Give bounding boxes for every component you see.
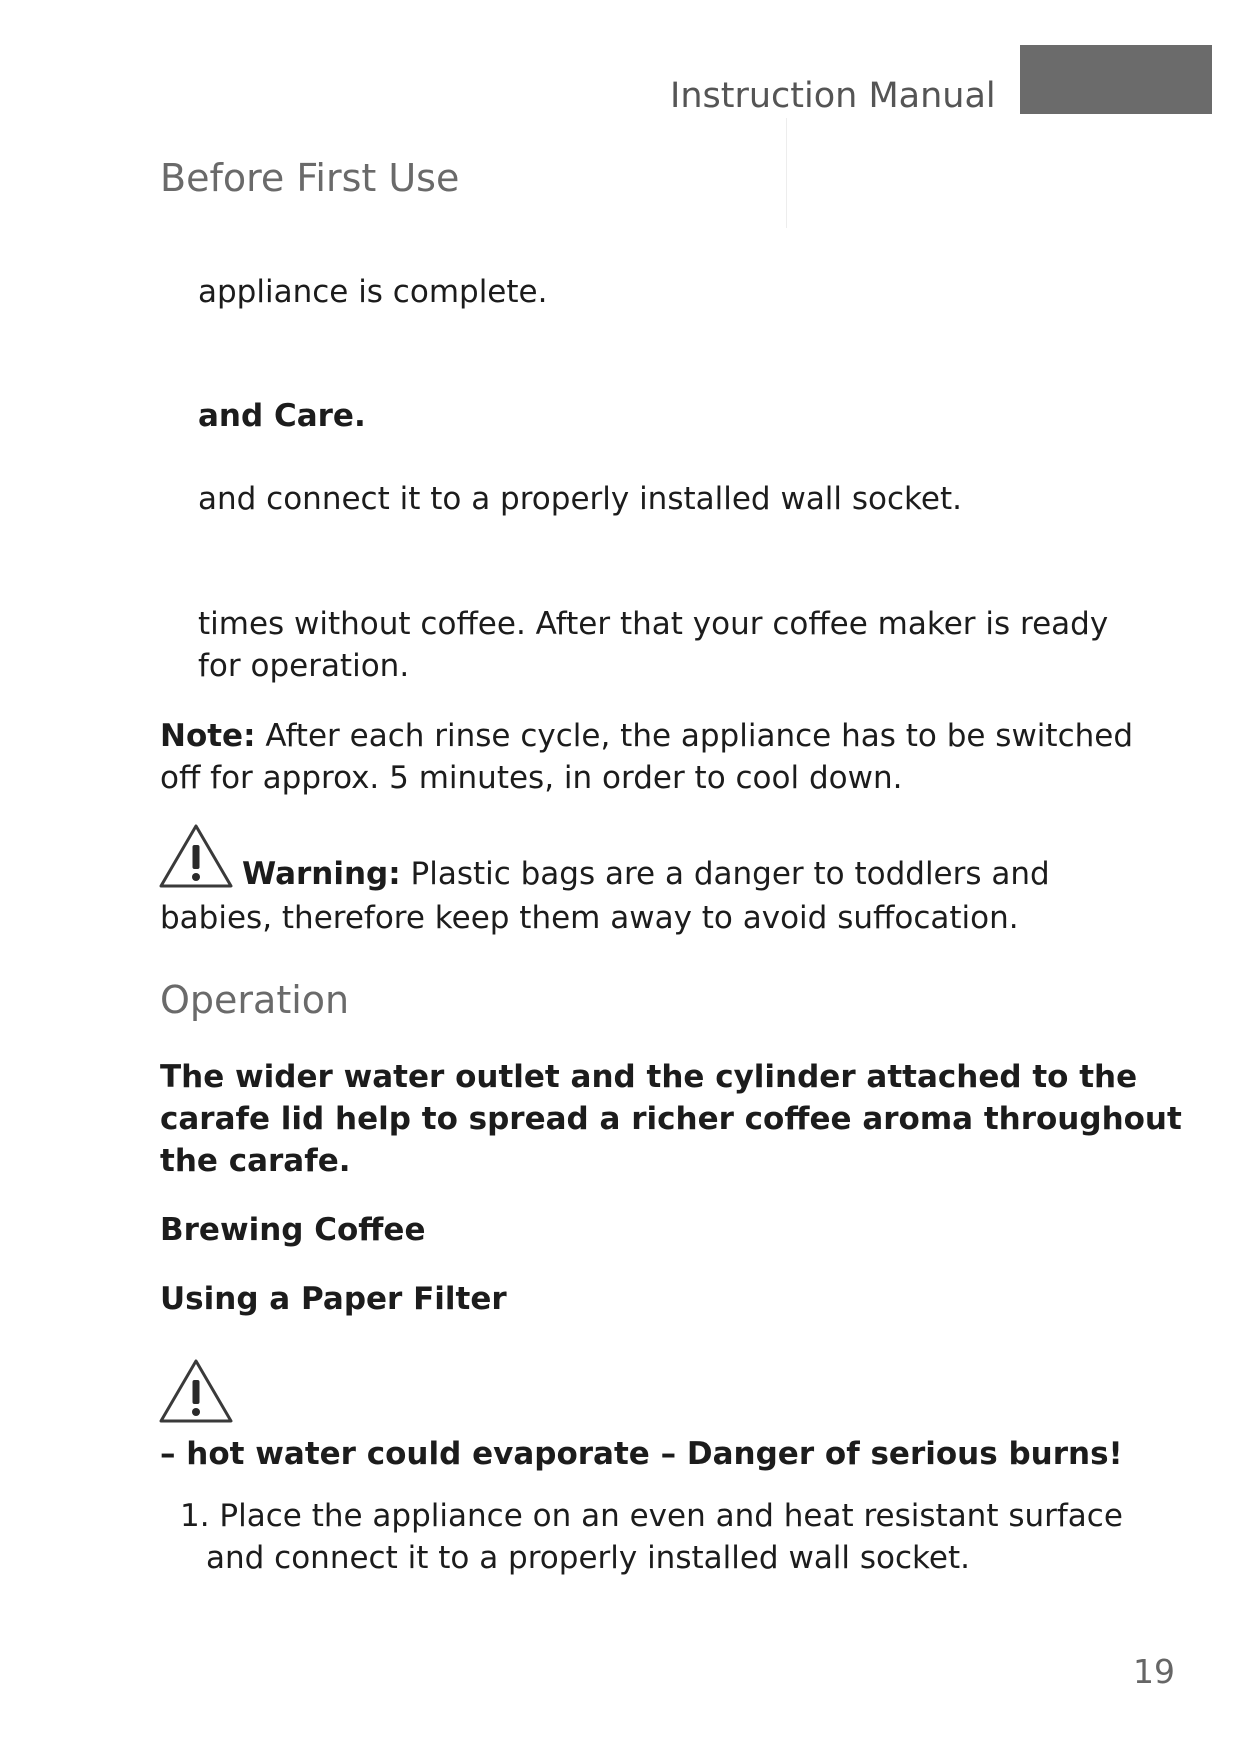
- body-text-line: and Care.: [198, 398, 366, 434]
- operation-intro-line: the carafe.: [160, 1143, 351, 1179]
- note-text: After each rinse cycle, the appliance has to be switched: [255, 718, 1134, 754]
- warning-triangle-icon: [158, 1358, 234, 1424]
- danger-warning-text: – hot water could evaporate – Danger of serious burns!: [160, 1436, 1123, 1472]
- section-heading-before-first-use: Before First Use: [160, 156, 460, 200]
- warning-text-line: babies, therefore keep them away to avoid suffocation.: [160, 900, 1019, 936]
- header-title: Instruction Manual: [670, 76, 996, 116]
- note-text-line: off for approx. 5 minutes, in order to cool down.: [160, 760, 903, 796]
- page-number: 19: [1133, 1652, 1175, 1691]
- section-heading-operation: Operation: [160, 978, 350, 1022]
- body-text-line: and connect it to a properly installed wall socket.: [198, 481, 962, 517]
- warning-triangle-icon: [158, 823, 234, 889]
- warning-paragraph: [242, 853, 1050, 895]
- warning-text: Plastic bags are a danger to toddlers and: [400, 856, 1050, 892]
- divider: [786, 118, 787, 228]
- body-text-line: appliance is complete.: [198, 274, 548, 310]
- step-1-text: 1. Place the appliance on an even and heat resistant surface: [180, 1498, 1123, 1534]
- step-1-text-continued: and connect it to a properly installed wall socket.: [206, 1540, 970, 1576]
- subheading-paper-filter: Using a Paper Filter: [160, 1281, 507, 1317]
- header-tab-block: [1020, 45, 1212, 114]
- note-paragraph: [160, 715, 1133, 757]
- operation-intro-line: carafe lid help to spread a richer coffee aroma throughout: [160, 1101, 1182, 1137]
- subheading-brewing-coffee: Brewing Coffee: [160, 1212, 426, 1248]
- body-text-line: for operation.: [198, 648, 410, 684]
- body-text-line: times without coffee. After that your coffee maker is ready: [198, 606, 1109, 642]
- operation-intro-line: The wider water outlet and the cylinder attached to the: [160, 1059, 1138, 1095]
- warning-label: Warning:: [242, 856, 401, 892]
- note-label: Note:: [160, 718, 256, 754]
